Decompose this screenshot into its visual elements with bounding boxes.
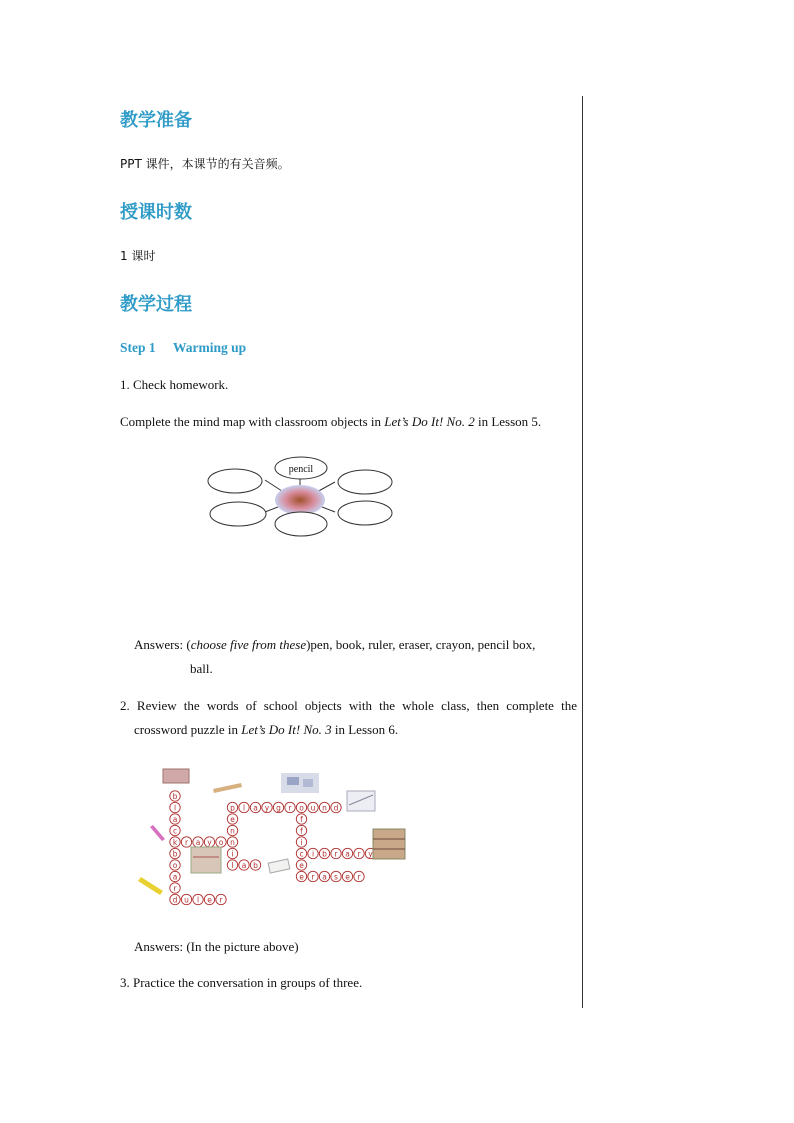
- crossword-letter: c: [299, 849, 304, 859]
- crossword-letter: n: [230, 826, 235, 836]
- item2-line2-ref: Let’s Do It! No. 3: [241, 722, 332, 737]
- step-title: Warming up: [173, 340, 247, 355]
- item2-line2-post: in Lesson 6.: [331, 722, 399, 737]
- right-margin-rule: [582, 96, 583, 1008]
- pencil-picture-icon: [138, 877, 163, 895]
- crossword-letter: b: [172, 791, 178, 801]
- crossword-letter: i: [231, 849, 234, 859]
- crossword-letter: b: [172, 849, 178, 859]
- item2-line1: 2. Review the words of school objects with the whole class, then complete the: [120, 698, 577, 713]
- crossword-letter: l: [231, 860, 234, 870]
- answers-label: Answers: (: [134, 637, 191, 652]
- crossword-letter: r: [311, 872, 315, 882]
- item1-desc-pre: Complete the mind map with classroom objects in: [120, 414, 385, 429]
- crossword-letter: y: [368, 849, 373, 859]
- crossword-letter: n: [230, 837, 235, 847]
- pencil-top-picture-icon: [213, 783, 242, 793]
- crossword-letter: b: [253, 860, 258, 870]
- crossword-letter: o: [218, 837, 224, 847]
- hours-text: 1 课时: [120, 249, 156, 263]
- crossword-letter: y: [207, 837, 212, 847]
- heading-teaching-prep: 教学准备: [120, 110, 192, 131]
- crossword-figure: [135, 765, 410, 915]
- crossword-letter: f: [300, 826, 303, 836]
- crossword-letter: r: [357, 849, 361, 859]
- blackboard-picture-icon: [163, 769, 189, 783]
- crossword-letter: o: [172, 860, 178, 870]
- crayon-picture-icon: [150, 825, 165, 841]
- crossword-letter: r: [288, 803, 292, 813]
- heading-teaching-hours: 授课时数: [120, 202, 192, 223]
- crossword-letter: i: [300, 837, 303, 847]
- crossword-letter: r: [334, 849, 338, 859]
- item1-description: [120, 414, 541, 430]
- crossword-letter: d: [172, 895, 178, 905]
- lab-picture-icon: [191, 847, 221, 873]
- step-number: Step 1: [120, 340, 156, 355]
- mind-map-figure: [195, 455, 405, 545]
- eraser-picture-icon: [268, 859, 290, 873]
- crossword-letter: l: [196, 895, 200, 905]
- mind-map-label: pencil: [288, 464, 314, 475]
- crossword-letter: a: [195, 837, 201, 847]
- crossword-letter: r: [219, 895, 223, 905]
- crossword-letter: y: [264, 803, 270, 813]
- item3-title: 3. Practice the conversation in groups of three.: [120, 975, 363, 990]
- playground-picture-icon: [281, 773, 319, 793]
- heading-teaching-process: 教学过程: [120, 294, 192, 315]
- crossword-letter: f: [300, 814, 303, 824]
- step-heading: [120, 340, 246, 356]
- crossword-letter: i: [311, 849, 315, 859]
- mind-map-bubble: [210, 502, 266, 526]
- crossword-letter: s: [334, 872, 338, 882]
- item1-answers-line1: [134, 637, 535, 653]
- center-image-icon: [275, 485, 325, 515]
- crossword-letter: b: [322, 849, 327, 859]
- crossword-letter: u: [184, 895, 189, 905]
- crossword-letter: k: [172, 837, 178, 847]
- mind-map-bubble: [338, 470, 392, 494]
- item2-answers: Answers: (In the picture above): [134, 939, 299, 954]
- item1-desc-ref: Let’s Do It! No. 2: [384, 414, 475, 429]
- crossword-letter: r: [357, 872, 361, 882]
- answers-list: )pen, book, ruler, eraser, crayon, pencil box,: [306, 637, 536, 652]
- crossword-letter: r: [173, 883, 177, 893]
- item1-title: 1. Check homework.: [120, 377, 229, 392]
- crossword-letter: p: [230, 803, 235, 813]
- item2-line2-pre: crossword puzzle in: [134, 722, 242, 737]
- answers-italic: choose five from these: [190, 637, 307, 652]
- crossword-letter: d: [333, 803, 339, 813]
- crossword-letter: o: [299, 803, 304, 813]
- crossword-letter: g: [276, 803, 281, 813]
- crossword-letter: a: [172, 814, 178, 824]
- crossword-letter: a: [345, 849, 350, 859]
- mind-map-bubble: [338, 501, 392, 525]
- crossword-letter: l: [242, 803, 246, 813]
- item1-answers-line2: ball.: [190, 661, 213, 676]
- crossword-letter: u: [310, 803, 316, 813]
- mind-map-bubble: [208, 469, 262, 493]
- prep-text: PPT 课件，本课节的有关音频。: [120, 157, 290, 171]
- crossword-letter: e: [345, 872, 350, 882]
- crossword-letter: a: [241, 860, 247, 870]
- item2-line2: [134, 722, 398, 738]
- crossword-letter: a: [322, 872, 327, 882]
- crossword-letter: e: [299, 860, 304, 870]
- item1-desc-post: in Lesson 5.: [474, 414, 542, 429]
- crossword-letter: a: [172, 872, 178, 882]
- mind-map-bubble: [275, 512, 327, 536]
- office-picture-icon: [347, 791, 375, 811]
- crossword-letter: n: [322, 803, 327, 813]
- library-picture-icon: [373, 829, 405, 859]
- crossword-letter: a: [253, 803, 258, 813]
- crossword-letter: e: [207, 895, 212, 905]
- crossword-letter: e: [230, 814, 235, 824]
- crossword-letter: e: [299, 872, 304, 882]
- crossword-letter: r: [184, 837, 189, 847]
- crossword-letter: l: [173, 803, 177, 813]
- crossword-letter: c: [172, 826, 178, 836]
